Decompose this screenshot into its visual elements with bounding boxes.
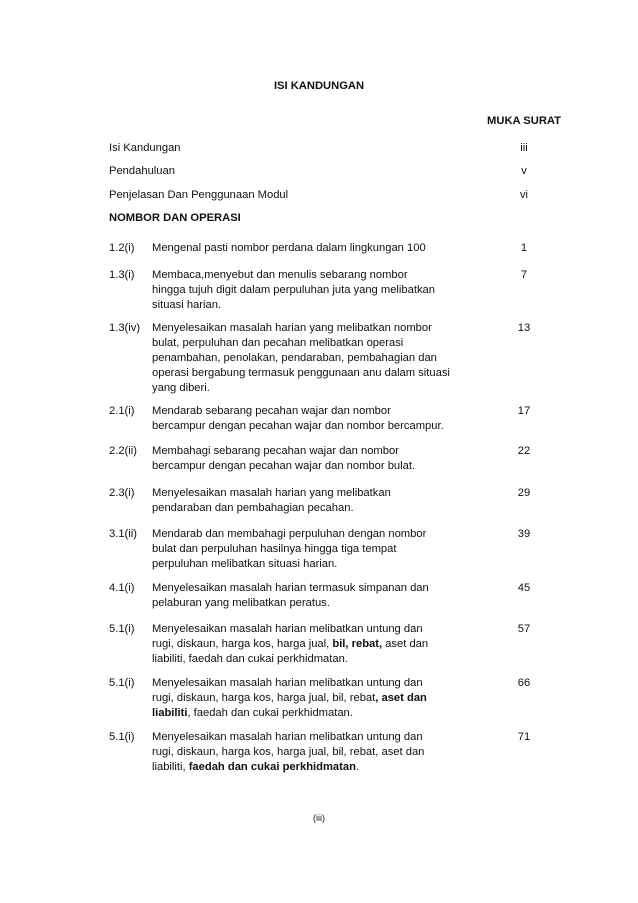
entry-description: Menyelesaikan masalah harian melibatkan untung dan rugi, diskaun, harga kos, harga jual, bil, rebat, aset dan liabiliti, faedah dan cukai perkhidmatan. xyxy=(152,623,429,665)
toc-item-label: Isi Kandungan xyxy=(109,142,181,154)
entry-page: 1 xyxy=(520,242,528,254)
entry-code: 2.3(i) xyxy=(109,487,135,499)
entry-code: 2.1(i) xyxy=(109,405,135,417)
entry-page: 7 xyxy=(520,269,528,281)
toc-item-page: vi xyxy=(519,189,529,201)
entry-page: 29 xyxy=(517,487,531,499)
entry-page: 22 xyxy=(517,445,531,457)
entry-page: 57 xyxy=(517,623,531,635)
entry-description: Mendarab dan membahagi perpuluhan dengan nombor bulat dan perpuluhan hasilnya hingga tiga tempat perpuluhan melibatkan situasi harian. xyxy=(152,528,427,570)
entry-page: 66 xyxy=(517,677,531,689)
page-number-footer: (iii) xyxy=(313,813,325,823)
entry-description: Menyelesaikan masalah harian termasuk simpanan dan pelaburan yang melibatkan peratus. xyxy=(152,582,429,609)
entry-page: 13 xyxy=(517,322,531,334)
entry-code: 5.1(i) xyxy=(109,623,135,635)
document-title: ISI KANDUNGAN xyxy=(273,80,365,92)
entry-code: 5.1(i) xyxy=(109,731,135,743)
entry-description: Membaca,menyebut dan menulis sebarang nombor hingga tujuh digit dalam perpuluhan juta yang melibatkan situasi harian. xyxy=(152,269,435,311)
toc-item-page: v xyxy=(521,165,527,177)
entry-description: Menyelesaikan masalah harian yang melibatkan pendaraban dan pembahagian pecahan. xyxy=(152,487,391,514)
toc-item-label: Pendahuluan xyxy=(109,165,175,177)
entry-code: 3.1(ii) xyxy=(109,528,137,540)
toc-item-label: Penjelasan Dan Penggunaan Modul xyxy=(109,189,289,201)
entry-code: 1.3(iv) xyxy=(109,322,141,334)
section-title: NOMBOR DAN OPERASI xyxy=(109,212,241,224)
entry-page: 45 xyxy=(517,582,531,594)
entry-description: Menyelesaikan masalah harian yang melibatkan nombor bulat, perpuluhan dan pecahan melibatkan operasi penambahan, penolakan, pendaraban, pembahagian dan operasi bergabung termasuk penggunaan anu dalam situasi yang diberi. xyxy=(152,322,450,394)
page-column-header: MUKA SURAT xyxy=(487,115,561,127)
entry-code: 1.3(i) xyxy=(109,269,135,281)
entry-page: 17 xyxy=(517,405,531,417)
entry-code: 5.1(i) xyxy=(109,677,135,689)
entry-page: 39 xyxy=(517,528,531,540)
entry-description: Mendarab sebarang pecahan wajar dan nombor bercampur dengan pecahan wajar dan nombor bercampur. xyxy=(152,405,444,432)
entry-code: 1.2(i) xyxy=(109,242,135,254)
entry-description: Mengenal pasti nombor perdana dalam lingkungan 100 xyxy=(152,242,426,254)
entry-code: 2.2(ii) xyxy=(109,445,137,457)
entry-description: Menyelesaikan masalah harian melibatkan untung dan rugi, diskaun, harga kos, harga jual, bil, rebat, aset dan liabiliti, faedah dan cukai perkhidmatan. xyxy=(152,677,427,719)
entry-code: 4.1(i) xyxy=(109,582,135,594)
entry-description: Membahagi sebarang pecahan wajar dan nombor bercampur dengan pecahan wajar dan nombor bulat. xyxy=(152,445,416,472)
entry-description: Menyelesaikan masalah harian melibatkan untung dan rugi, diskaun, harga kos, harga jual, bil, rebat, aset dan liabiliti, faedah dan cukai perkhidmatan. xyxy=(152,731,425,773)
entry-page: 71 xyxy=(517,731,531,743)
toc-item-page: iii xyxy=(520,142,528,154)
